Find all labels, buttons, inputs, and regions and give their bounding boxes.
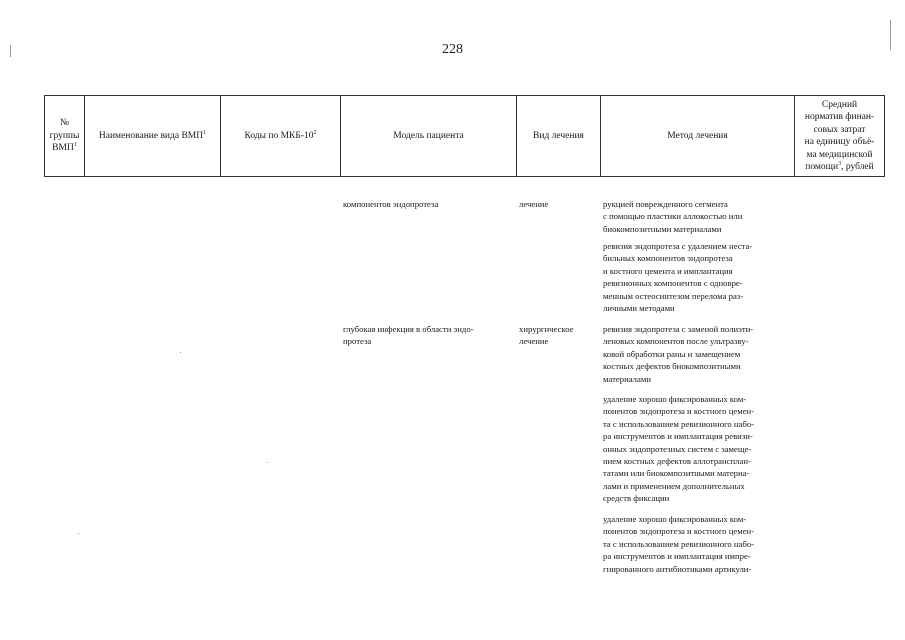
page-number: 228	[442, 42, 463, 57]
scan-artifact	[180, 352, 181, 353]
scan-artifact	[890, 20, 891, 50]
row2-method-1: ревизия эндопротеза с заменой полиэти- леновых компонентов после ультразву- ковой обработки раны и замещением костных дефектов биокомпозитными материалами	[603, 324, 754, 384]
header-treatment-method: Метод лечения	[601, 96, 795, 177]
row1-method-2: ревизия эндопротеза с удалением неста- бильных компонентов эндопротеза и костного цемента и имплантация ревизионных компонентов с одновре- менным остеосинтезом перелома раз- личными методами	[603, 241, 753, 314]
row2-method-2: удаление хорошо фиксированных ком- понентов эндопротеза и костного цемен- та с использованием ревизионного набо- ра инструментов и имплантация ревизи- онных эндопротезных систем с замеще- нием костных дефектов аллотрансплан- татами или биокомпозитными материа- лами и применением дополнительных средств фиксации	[603, 394, 755, 504]
row2-patient-model: глубокая инфекция в области эндо- протеза	[343, 324, 474, 347]
table-header	[44, 95, 885, 177]
row2-method-3: удаление хорошо фиксированных ком- понентов эндопротеза и костного цемен- та с использованием ревизионного набо- ра инструментов и имплантация импре- гнированного антибиотиками артикули-	[603, 514, 755, 574]
header-average-cost: Средний норматив финан- совых затрат на единицу объё- ма медицинской помощи$^3$, рублей	[795, 96, 885, 177]
header-group-number: № группы ВМП$^1$	[45, 96, 85, 177]
header-patient-model: Модель пациента	[341, 96, 517, 177]
header-vmp-name: Наименование вида ВМП$^1$	[85, 96, 221, 177]
row1-patient-model: компонентов эндопротеза	[343, 199, 439, 209]
scan-artifact	[267, 462, 268, 463]
row1-method-1: рукцией поврежденного сегмента с помощью пластики аллокостью или биокомпозитными материалами	[603, 199, 743, 234]
header-treatment-type: Вид лечения	[517, 96, 601, 177]
scan-artifact	[10, 45, 11, 57]
scan-artifact	[78, 533, 79, 534]
row2-treatment-type: хирургическое лечение	[519, 324, 574, 347]
row1-treatment-type: лечение	[519, 199, 549, 209]
header-icd-codes: Коды по МКБ-$10^2$	[221, 96, 341, 177]
